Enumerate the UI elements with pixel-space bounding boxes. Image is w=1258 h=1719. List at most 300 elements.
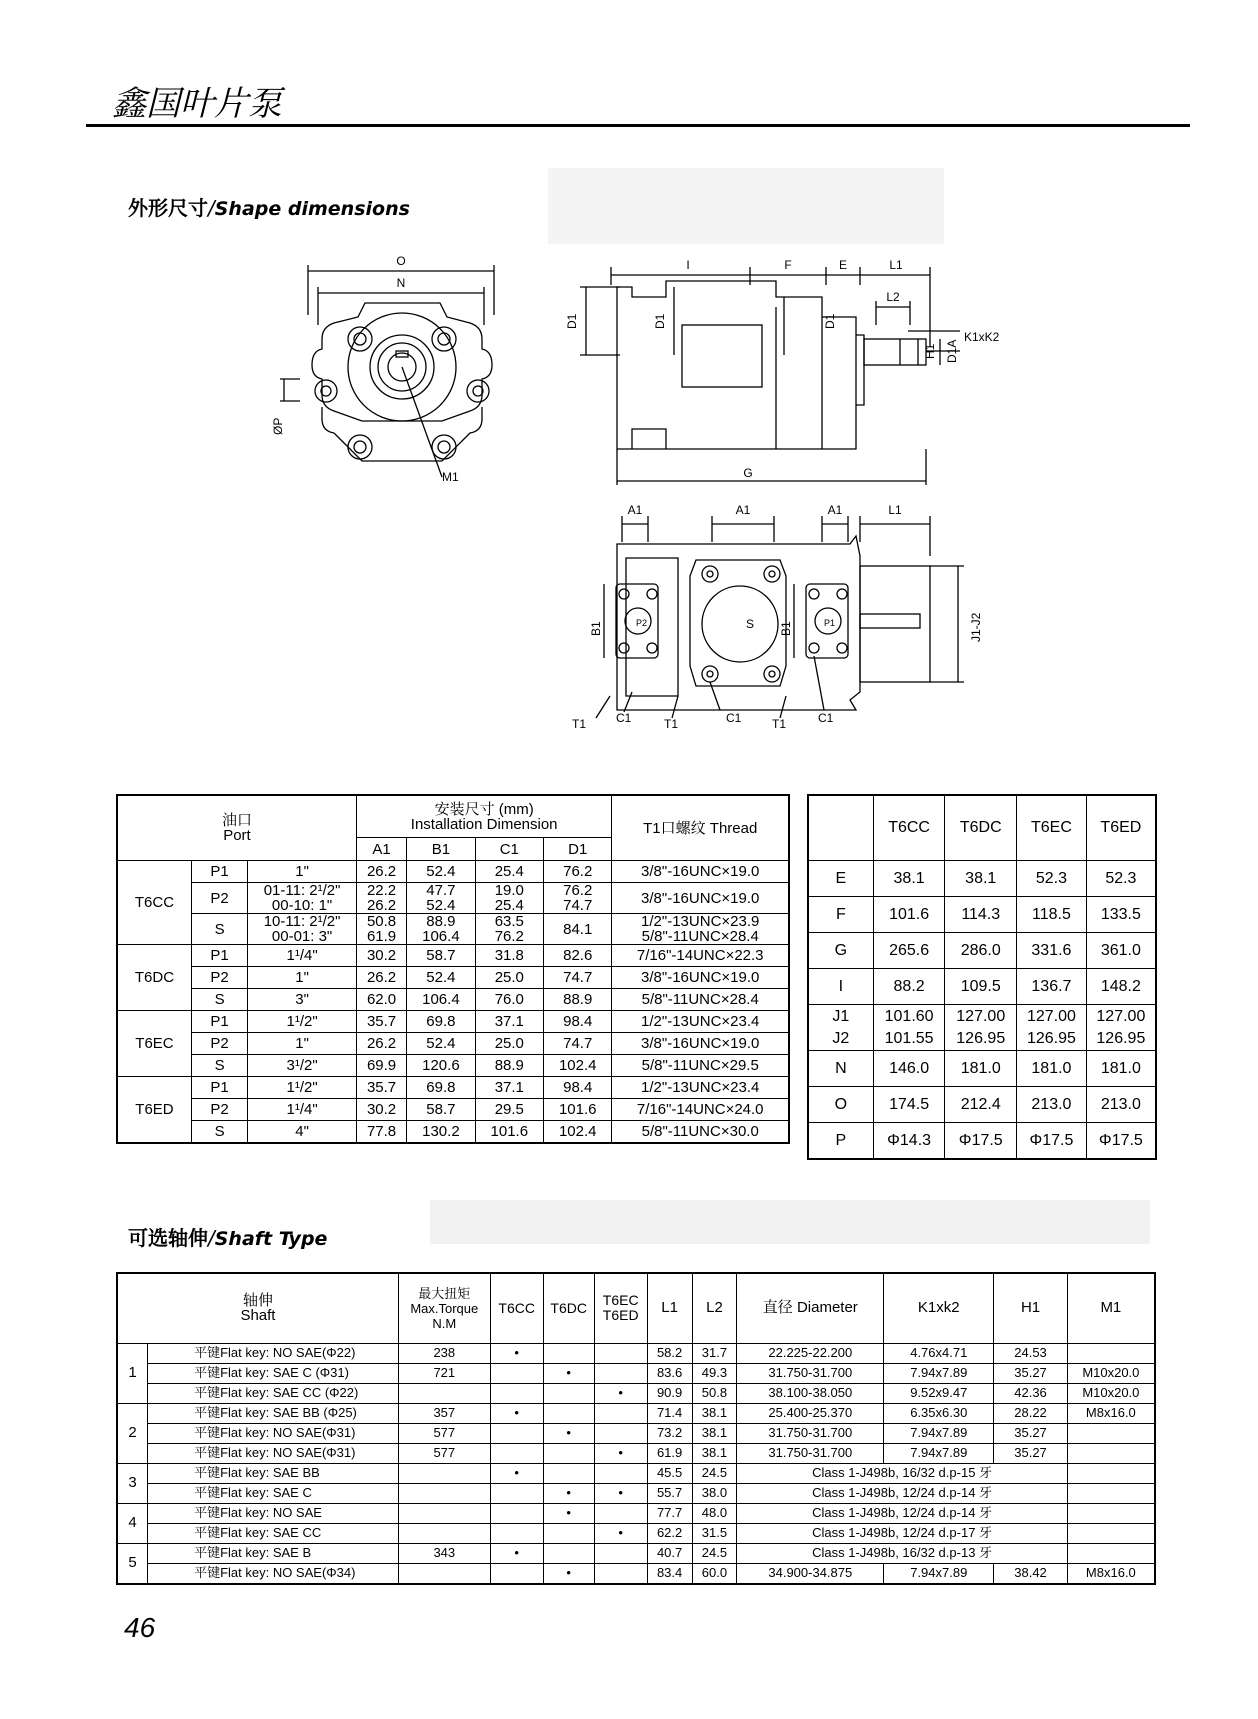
side-label-k: K1xK2 xyxy=(964,330,1000,344)
b1-cell: 47.7 52.4 xyxy=(407,883,475,914)
l2-cell: 49.3 xyxy=(692,1363,737,1383)
k-header: K1xk2 xyxy=(884,1273,994,1343)
dim-value: 133.5 xyxy=(1086,897,1156,933)
d1-cell: 84.1 xyxy=(544,914,612,945)
a1-cell: 26.2 xyxy=(356,967,406,989)
dim-value: 286.0 xyxy=(945,933,1017,969)
table-row xyxy=(117,1055,789,1077)
a1-cell: 30.2 xyxy=(356,945,406,967)
dims-col-t6cc: T6CC xyxy=(873,795,945,861)
dim-value: 127.00 126.95 xyxy=(1086,1005,1156,1051)
shaft-group-number: 4 xyxy=(117,1503,148,1543)
m1-cell xyxy=(1067,1463,1155,1483)
table-row xyxy=(117,1523,1155,1543)
l2-cell: 38.1 xyxy=(692,1423,737,1443)
k-cell: 4.76x4.71 xyxy=(884,1343,994,1363)
t6cc-cell xyxy=(490,1363,543,1383)
diameter-header: 直径 Diameter xyxy=(737,1273,884,1343)
l1-cell: 83.6 xyxy=(647,1363,692,1383)
torque-cell xyxy=(398,1503,490,1523)
shaft-name: 平键Flat key: SAE BB (Φ25) xyxy=(148,1403,399,1423)
table-row xyxy=(117,1343,1155,1363)
model-cell: T6DC xyxy=(117,945,191,1011)
port-cell: S xyxy=(191,1121,247,1144)
t6cc-cell: • xyxy=(490,1343,543,1363)
t6eced-cell xyxy=(594,1363,647,1383)
l1-cell: 62.2 xyxy=(647,1523,692,1543)
shaft-group-number: 1 xyxy=(117,1343,148,1403)
dim-value: 181.0 xyxy=(1086,1051,1156,1087)
dim-value: 213.0 xyxy=(1086,1087,1156,1123)
side-label-l1: L1 xyxy=(889,258,903,272)
col-d1: D1 xyxy=(544,838,612,861)
diameter-cell: 25.400-25.370 xyxy=(737,1403,884,1423)
k-cell: 6.35x6.30 xyxy=(884,1403,994,1423)
t6cc-cell xyxy=(490,1523,543,1543)
torque-cell xyxy=(398,1463,490,1483)
d1-cell: 98.4 xyxy=(544,1011,612,1033)
b1-cell: 52.4 xyxy=(407,861,475,883)
table-row xyxy=(808,1051,1156,1087)
shaft-header: 轴伸 Shaft xyxy=(117,1273,398,1343)
l2-cell: 38.0 xyxy=(692,1483,737,1503)
dim-value: 181.0 xyxy=(945,1051,1017,1087)
c1-cell: 29.5 xyxy=(475,1099,543,1121)
top-label-b1-a: B1 xyxy=(589,621,603,636)
t6eced-cell xyxy=(594,1423,647,1443)
table-row xyxy=(117,1363,1155,1383)
thread-cell: 1/2"-13UNC×23.4 xyxy=(612,1011,789,1033)
diameter-cell: 22.225-22.200 xyxy=(737,1343,884,1363)
t6dc-cell: • xyxy=(543,1563,594,1584)
table-row xyxy=(808,1123,1156,1160)
col-b1: B1 xyxy=(407,838,475,861)
thread-cell: 3/8"-16UNC×19.0 xyxy=(612,967,789,989)
top-label-c1-c: C1 xyxy=(818,711,834,725)
table-row xyxy=(117,967,789,989)
t6eced-cell xyxy=(594,1543,647,1563)
shaft-title-cn: 可选轴伸 xyxy=(128,1226,208,1250)
top-label-c1-b: C1 xyxy=(726,711,742,725)
size-cell: 3¹/2" xyxy=(248,1055,357,1077)
side-label-i: I xyxy=(686,258,690,272)
t6dc-cell xyxy=(543,1403,594,1423)
size-cell: 10-11: 2¹/2" 00-01: 3" xyxy=(248,914,357,945)
front-label-p: ØP xyxy=(271,417,285,435)
thread-cell: 1/2"-13UNC×23.4 xyxy=(612,1077,789,1099)
torque-cell: 721 xyxy=(398,1363,490,1383)
port-header: 油口 Port xyxy=(117,795,356,861)
t6dc-cell: • xyxy=(543,1363,594,1383)
a1-cell: 50.8 61.9 xyxy=(356,914,406,945)
shaft-name: 平键Flat key: SAE C xyxy=(148,1483,399,1503)
d1-cell: 102.4 xyxy=(544,1055,612,1077)
l2-header: L2 xyxy=(692,1273,737,1343)
side-label-l2: L2 xyxy=(886,290,900,304)
l1-cell: 77.7 xyxy=(647,1503,692,1523)
thread-cell: 5/8"-11UNC×29.5 xyxy=(612,1055,789,1077)
a1-cell: 26.2 xyxy=(356,861,406,883)
shaft-group-number: 2 xyxy=(117,1403,148,1463)
size-cell: 1" xyxy=(248,1033,357,1055)
table-row xyxy=(117,1077,789,1099)
side-view-drawing xyxy=(560,255,1030,485)
l2-cell: 60.0 xyxy=(692,1563,737,1584)
top-label-p2: P2 xyxy=(636,618,648,628)
torque-cell xyxy=(398,1483,490,1503)
t6dc-cell xyxy=(543,1543,594,1563)
c1-cell: 25.4 xyxy=(475,861,543,883)
m1-cell xyxy=(1067,1483,1155,1503)
port-cell: P1 xyxy=(191,1011,247,1033)
torque-cell: 577 xyxy=(398,1443,490,1463)
dim-label: E xyxy=(808,861,873,897)
title-slash: / xyxy=(208,1226,215,1250)
t6cc-cell xyxy=(490,1483,543,1503)
installation-dimension-table xyxy=(116,794,790,1144)
m1-cell: M10x20.0 xyxy=(1067,1383,1155,1403)
t6cc-cell: • xyxy=(490,1543,543,1563)
table-row xyxy=(117,945,789,967)
a1-cell: 22.2 26.2 xyxy=(356,883,406,914)
port-cell: P2 xyxy=(191,883,247,914)
c1-cell: 88.9 xyxy=(475,1055,543,1077)
top-label-t1-b: T1 xyxy=(664,717,679,731)
thread-header: T1口螺纹 Thread xyxy=(612,795,789,861)
k-cell: 7.94x7.89 xyxy=(884,1563,994,1584)
t6cc-cell xyxy=(490,1563,543,1584)
m1-cell xyxy=(1067,1543,1155,1563)
header-rule xyxy=(86,124,1190,127)
dim-value: 331.6 xyxy=(1017,933,1087,969)
a1-cell: 30.2 xyxy=(356,1099,406,1121)
l1-cell: 90.9 xyxy=(647,1383,692,1403)
k-cell: 9.52x9.47 xyxy=(884,1383,994,1403)
shaft-name: 平键Flat key: SAE BB xyxy=(148,1463,399,1483)
m1-cell: M10x20.0 xyxy=(1067,1363,1155,1383)
dim-label: N xyxy=(808,1051,873,1087)
port-cell: P1 xyxy=(191,945,247,967)
thread-cell: 5/8"-11UNC×28.4 xyxy=(612,989,789,1011)
h1-header: H1 xyxy=(994,1273,1067,1343)
dim-value: 127.00 126.95 xyxy=(1017,1005,1087,1051)
k-cell: 7.94x7.89 xyxy=(884,1423,994,1443)
torque-cell xyxy=(398,1563,490,1584)
t6cc-header: T6CC xyxy=(490,1273,543,1343)
dim-label: P xyxy=(808,1123,873,1160)
col-c1: C1 xyxy=(475,838,543,861)
l1-cell: 61.9 xyxy=(647,1443,692,1463)
size-cell: 01-11: 2¹/2" 00-10: 1" xyxy=(248,883,357,914)
side-label-g: G xyxy=(743,466,753,480)
table-row xyxy=(117,1423,1155,1443)
table-row xyxy=(117,1543,1155,1563)
top-label-s: S xyxy=(746,617,755,631)
t6ec-ed-header: T6EC T6ED xyxy=(594,1273,647,1343)
thread-cell: 7/16"-14UNC×24.0 xyxy=(612,1099,789,1121)
model-cell: T6EC xyxy=(117,1011,191,1077)
h1-cell: 35.27 xyxy=(994,1423,1067,1443)
b1-cell: 58.7 xyxy=(407,945,475,967)
b1-cell: 52.4 xyxy=(407,967,475,989)
t6dc-cell xyxy=(543,1463,594,1483)
c1-cell: 63.5 76.2 xyxy=(475,914,543,945)
table-row xyxy=(117,1503,1155,1523)
page-header-title: 鑫国叶片泵 xyxy=(112,84,282,124)
l1-cell: 40.7 xyxy=(647,1543,692,1563)
t6dc-cell: • xyxy=(543,1423,594,1443)
top-label-a1-a: A1 xyxy=(627,503,643,517)
dims-col-t6ed: T6ED xyxy=(1086,795,1156,861)
table-row xyxy=(808,969,1156,1005)
spline-cell: Class 1-J498b, 12/24 d.p-14 牙 xyxy=(737,1483,1067,1503)
k-cell: 7.94x7.89 xyxy=(884,1363,994,1383)
col-a1: A1 xyxy=(356,838,406,861)
front-label-n: N xyxy=(396,276,406,290)
t6cc-cell xyxy=(490,1383,543,1403)
c1-cell: 101.6 xyxy=(475,1121,543,1144)
dims-corner xyxy=(808,795,873,861)
d1-cell: 101.6 xyxy=(544,1099,612,1121)
t6cc-cell xyxy=(490,1503,543,1523)
diameter-cell: 31.750-31.700 xyxy=(737,1363,884,1383)
side-label-d1a: D1A xyxy=(945,339,959,363)
dim-value: 109.5 xyxy=(945,969,1017,1005)
shape-title-en: Shape dimensions xyxy=(214,198,410,220)
table-row xyxy=(117,1383,1155,1403)
shaft-group-number: 5 xyxy=(117,1543,148,1584)
m1-cell xyxy=(1067,1343,1155,1363)
size-cell: 4" xyxy=(248,1121,357,1144)
size-cell: 1" xyxy=(248,967,357,989)
h1-cell: 28.22 xyxy=(994,1403,1067,1423)
dims-col-t6dc: T6DC xyxy=(945,795,1017,861)
h1-cell: 38.42 xyxy=(994,1563,1067,1584)
dim-value: 101.60 101.55 xyxy=(873,1005,945,1051)
l2-cell: 38.1 xyxy=(692,1403,737,1423)
c1-cell: 37.1 xyxy=(475,1011,543,1033)
t6dc-cell: • xyxy=(543,1483,594,1503)
shaft-name: 平键Flat key: NO SAE xyxy=(148,1503,399,1523)
h1-cell: 24.53 xyxy=(994,1343,1067,1363)
b1-cell: 106.4 xyxy=(407,989,475,1011)
h1-cell: 35.27 xyxy=(994,1443,1067,1463)
table-row xyxy=(117,883,789,914)
shaft-name: 平键Flat key: SAE CC xyxy=(148,1523,399,1543)
dims-col-t6ec: T6EC xyxy=(1017,795,1087,861)
b1-cell: 52.4 xyxy=(407,1033,475,1055)
front-view-drawing xyxy=(270,255,520,495)
page-number: 46 xyxy=(124,1612,156,1643)
table-row xyxy=(117,989,789,1011)
size-cell: 1¹/2" xyxy=(248,1011,357,1033)
dims-header-row xyxy=(808,795,1156,861)
top-label-t1-a: T1 xyxy=(572,717,587,731)
dim-value: 148.2 xyxy=(1086,969,1156,1005)
shaft-type-table xyxy=(116,1272,1156,1585)
l2-cell: 48.0 xyxy=(692,1503,737,1523)
diameter-cell: 31.750-31.700 xyxy=(737,1443,884,1463)
t6eced-cell xyxy=(594,1403,647,1423)
t6eced-cell xyxy=(594,1563,647,1584)
table-row xyxy=(117,1121,789,1144)
shaft-name: 平键Flat key: NO SAE(Φ31) xyxy=(148,1443,399,1463)
a1-cell: 69.9 xyxy=(356,1055,406,1077)
table-row xyxy=(117,914,789,945)
scan-shading xyxy=(430,1200,1150,1244)
size-cell: 1¹/4" xyxy=(248,945,357,967)
d1-cell: 76.2 74.7 xyxy=(544,883,612,914)
thread-cell: 3/8"-16UNC×19.0 xyxy=(612,1033,789,1055)
spline-cell: Class 1-J498b, 12/24 d.p-14 牙 xyxy=(737,1503,1067,1523)
dim-value: 38.1 xyxy=(945,861,1017,897)
dim-value: Φ14.3 xyxy=(873,1123,945,1160)
dim-value: 174.5 xyxy=(873,1087,945,1123)
m1-cell: M8x16.0 xyxy=(1067,1563,1155,1584)
shape-title-cn: 外形尺寸 xyxy=(128,196,208,220)
dim-value: 52.3 xyxy=(1017,861,1087,897)
dim-label: O xyxy=(808,1087,873,1123)
t6eced-cell: • xyxy=(594,1383,647,1403)
h1-cell: 35.27 xyxy=(994,1363,1067,1383)
port-cell: P1 xyxy=(191,1077,247,1099)
b1-cell: 130.2 xyxy=(407,1121,475,1144)
l1-header: L1 xyxy=(647,1273,692,1343)
spline-cell: Class 1-J498b, 16/32 d.p-13 牙 xyxy=(737,1543,1067,1563)
l2-cell: 24.5 xyxy=(692,1543,737,1563)
side-label-d1-b: D1 xyxy=(653,313,667,329)
b1-cell: 69.8 xyxy=(407,1011,475,1033)
size-cell: 1¹/2" xyxy=(248,1077,357,1099)
l2-cell: 38.1 xyxy=(692,1443,737,1463)
b1-cell: 88.9 106.4 xyxy=(407,914,475,945)
dim-label: I xyxy=(808,969,873,1005)
dim-value: Φ17.5 xyxy=(1017,1123,1087,1160)
c1-cell: 37.1 xyxy=(475,1077,543,1099)
dim-value: 136.7 xyxy=(1017,969,1087,1005)
size-cell: 1" xyxy=(248,861,357,883)
t6cc-cell xyxy=(490,1443,543,1463)
table-row xyxy=(117,1033,789,1055)
dim-label: G xyxy=(808,933,873,969)
top-label-c1-a: C1 xyxy=(616,711,632,725)
torque-header: 最大扭矩 Max.Torque N.M xyxy=(398,1273,490,1343)
top-label-a1-c: A1 xyxy=(827,503,843,517)
table-row xyxy=(117,1443,1155,1463)
c1-cell: 19.0 25.4 xyxy=(475,883,543,914)
thread-cell: 5/8"-11UNC×30.0 xyxy=(612,1121,789,1144)
l2-cell: 50.8 xyxy=(692,1383,737,1403)
size-cell: 1¹/4" xyxy=(248,1099,357,1121)
t6cc-cell xyxy=(490,1423,543,1443)
torque-cell: 357 xyxy=(398,1403,490,1423)
table-row xyxy=(117,1011,789,1033)
install-dimension-header: 安装尺寸 (mm) Installation Dimension xyxy=(356,795,612,838)
top-label-j: J1-J2 xyxy=(969,612,983,642)
install-header-row xyxy=(117,795,789,838)
d1-cell: 98.4 xyxy=(544,1077,612,1099)
model-cell: T6ED xyxy=(117,1077,191,1144)
d1-cell: 88.9 xyxy=(544,989,612,1011)
m1-cell: M8x16.0 xyxy=(1067,1403,1155,1423)
shaft-name: 平键Flat key: NO SAE(Φ31) xyxy=(148,1423,399,1443)
table-row xyxy=(117,1099,789,1121)
top-label-l1: L1 xyxy=(888,503,902,517)
shaft-group-number: 3 xyxy=(117,1463,148,1503)
dim-value: 127.00 126.95 xyxy=(945,1005,1017,1051)
k-cell: 7.94x7.89 xyxy=(884,1443,994,1463)
thread-cell: 3/8"-16UNC×19.0 xyxy=(612,861,789,883)
l2-cell: 31.7 xyxy=(692,1343,737,1363)
b1-cell: 120.6 xyxy=(407,1055,475,1077)
shaft-name: 平键Flat key: NO SAE(Φ34) xyxy=(148,1563,399,1584)
c1-cell: 25.0 xyxy=(475,967,543,989)
m1-cell xyxy=(1067,1523,1155,1543)
shaft-name: 平键Flat key: SAE C (Φ31) xyxy=(148,1363,399,1383)
m1-cell xyxy=(1067,1423,1155,1443)
dim-value: 181.0 xyxy=(1017,1051,1087,1087)
spline-cell: Class 1-J498b, 16/32 d.p-15 牙 xyxy=(737,1463,1067,1483)
dim-value: Φ17.5 xyxy=(1086,1123,1156,1160)
a1-cell: 62.0 xyxy=(356,989,406,1011)
dim-value: 146.0 xyxy=(873,1051,945,1087)
d1-cell: 76.2 xyxy=(544,861,612,883)
spline-cell: Class 1-J498b, 12/24 d.p-17 牙 xyxy=(737,1523,1067,1543)
table-row xyxy=(808,861,1156,897)
model-cell: T6CC xyxy=(117,861,191,945)
table-row xyxy=(117,1403,1155,1423)
l1-cell: 83.4 xyxy=(647,1563,692,1584)
dim-label: J1 J2 xyxy=(808,1005,873,1051)
torque-cell: 577 xyxy=(398,1423,490,1443)
dim-value: 265.6 xyxy=(873,933,945,969)
torque-cell: 343 xyxy=(398,1543,490,1563)
thread-cell: 1/2"-13UNC×23.9 5/8"-11UNC×28.4 xyxy=(612,914,789,945)
t6dc-cell xyxy=(543,1443,594,1463)
l2-cell: 31.5 xyxy=(692,1523,737,1543)
c1-cell: 31.8 xyxy=(475,945,543,967)
dim-value: 88.2 xyxy=(873,969,945,1005)
shaft-name: 平键Flat key: NO SAE(Φ22) xyxy=(148,1343,399,1363)
l2-cell: 24.5 xyxy=(692,1463,737,1483)
dim-value: 114.3 xyxy=(945,897,1017,933)
l1-cell: 55.7 xyxy=(647,1483,692,1503)
t6cc-cell: • xyxy=(490,1463,543,1483)
torque-cell: 238 xyxy=(398,1343,490,1363)
side-label-f: F xyxy=(784,258,792,272)
a1-cell: 35.7 xyxy=(356,1011,406,1033)
l1-cell: 58.2 xyxy=(647,1343,692,1363)
port-cell: P2 xyxy=(191,1033,247,1055)
t6cc-cell: • xyxy=(490,1403,543,1423)
m1-cell xyxy=(1067,1443,1155,1463)
top-label-p1: P1 xyxy=(824,618,836,628)
shaft-type-title xyxy=(128,1222,327,1251)
dim-label: F xyxy=(808,897,873,933)
c1-cell: 25.0 xyxy=(475,1033,543,1055)
dim-value: 213.0 xyxy=(1017,1087,1087,1123)
table-row xyxy=(808,1087,1156,1123)
diameter-cell: 38.100-38.050 xyxy=(737,1383,884,1403)
side-label-d1-c: D1 xyxy=(823,313,837,329)
l1-cell: 71.4 xyxy=(647,1403,692,1423)
m1-cell xyxy=(1067,1503,1155,1523)
front-label-m1: M1 xyxy=(442,470,459,484)
t6eced-cell xyxy=(594,1503,647,1523)
port-cell: P2 xyxy=(191,967,247,989)
torque-cell xyxy=(398,1383,490,1403)
size-cell: 3" xyxy=(248,989,357,1011)
